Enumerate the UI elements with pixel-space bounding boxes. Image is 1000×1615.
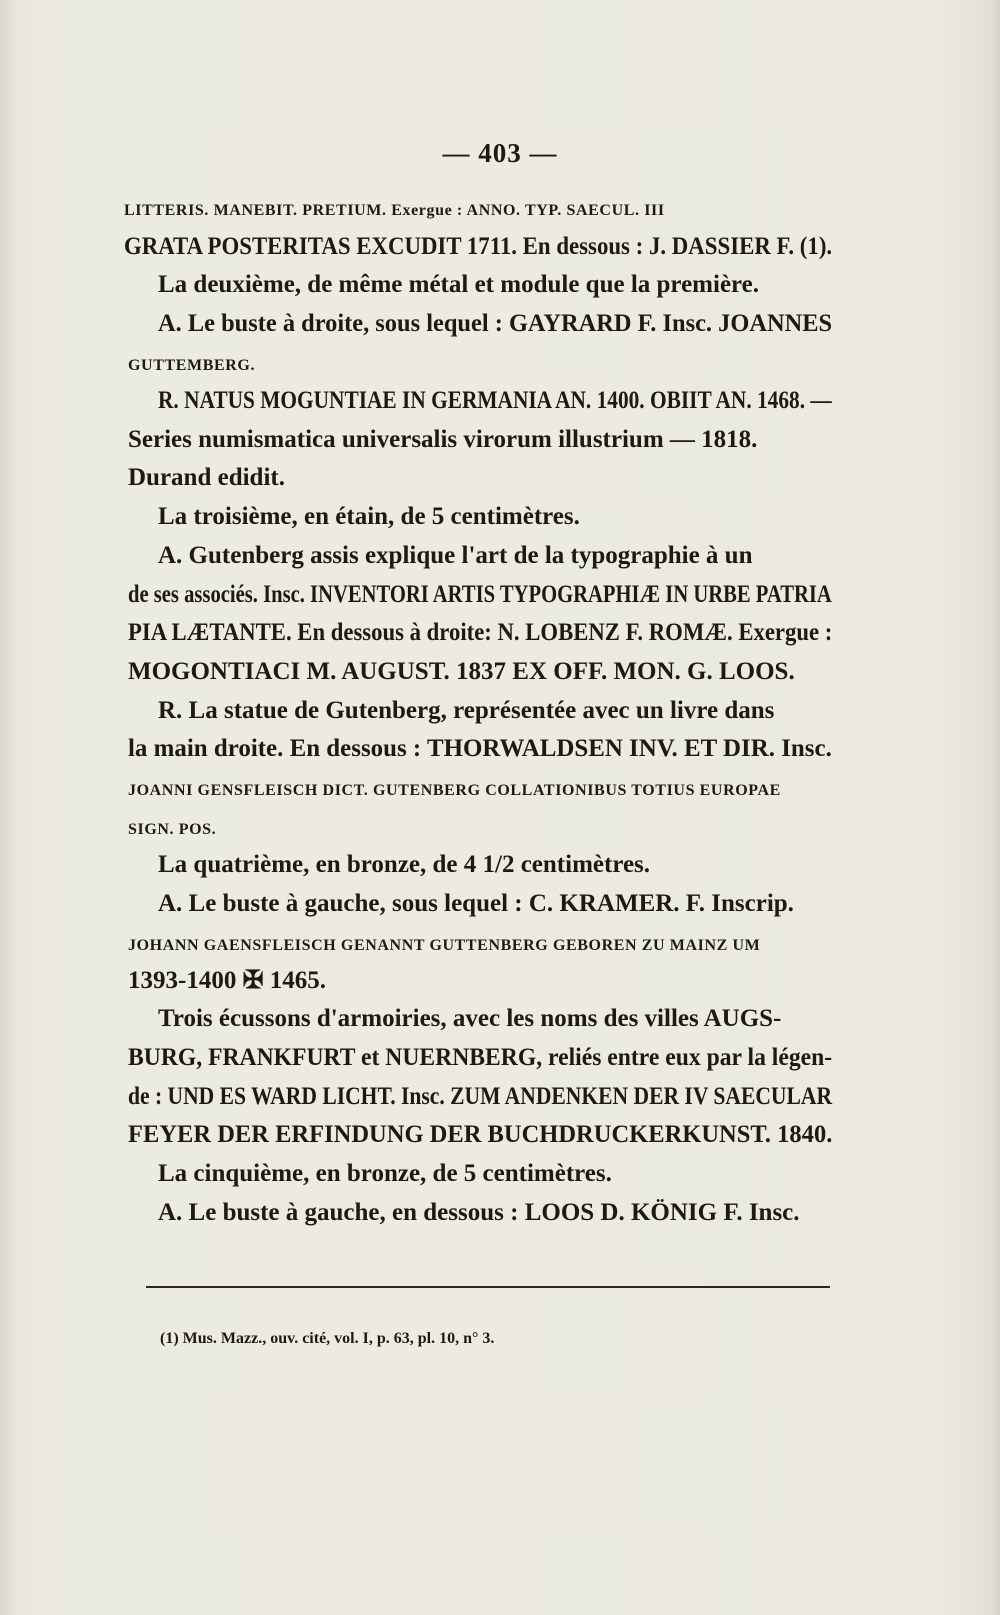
text-line: la main droite. En dessous : THORWALDSEN INV. ET DIR. Insc. — [128, 735, 832, 762]
text-line: A. Le buste à droite, sous lequel : GAYRARD F. Insc. JOANNES — [158, 310, 833, 337]
text-line: LITTERIS. MANEBIT. PRETIUM. Exergue : ANNO. TYP. SAECUL. III — [124, 202, 665, 219]
text-line: MOGONTIACI M. AUGUST. 1837 EX OFF. MON. G. LOOS. — [128, 658, 795, 685]
text-line: La deuxième, de même métal et module que la première. — [158, 271, 760, 298]
text-line: A. Le buste à gauche, en dessous : LOOS D. KÖNIG F. Insc. — [158, 1199, 800, 1226]
text-line: Durand edidit. — [128, 464, 285, 491]
text-line: GUTTEMBERG. — [128, 357, 256, 374]
text-line: 1393-1400 ✠ 1465. — [128, 967, 327, 994]
text-line: PIA LÆTANTE. En dessous à droite: N. LOBENZ F. ROMÆ. Exergue : — [128, 619, 833, 646]
text-line: A. Le buste à gauche, sous lequel : C. KRAMER. F. Inscrip. — [158, 890, 794, 917]
footnote-rule — [146, 1286, 830, 1288]
text-line: JOANNI GENSFLEISCH DICT. GUTENBERG COLLATIONIBUS TOTIUS EUROPAE — [128, 782, 781, 799]
text-line: de ses associés. Insc. INVENTORI ARTIS TYPOGRAPHIÆ IN URBE PATRIA — [128, 581, 832, 608]
text-line: R. NATUS MOGUNTIAE IN GERMANIA AN. 1400. OBIIT AN. 1468. — — [158, 387, 832, 414]
text-line: SIGN. POS. — [128, 821, 217, 838]
text-line: La cinquième, en bronze, de 5 centimètres. — [158, 1160, 612, 1187]
text-line: JOHANN GAENSFLEISCH GENANNT GUTTENBERG GEBOREN ZU MAINZ UM — [128, 937, 761, 954]
text-line: BURG, FRANKFURT et NUERNBERG, reliés entre eux par la légen- — [128, 1044, 833, 1071]
text-line: de : UND ES WARD LICHT. Insc. ZUM ANDENKEN DER IV SAECULAR — [128, 1083, 833, 1110]
text-line: A. Gutenberg assis explique l'art de la typographie à un — [158, 542, 753, 569]
text-line: FEYER DER ERFINDUNG DER BUCHDRUCKERKUNST. 1840. — [128, 1121, 833, 1148]
page-number: — 403 — — [442, 138, 558, 168]
text-line: R. La statue de Gutenberg, représentée avec un livre dans — [158, 697, 775, 724]
text-line: La quatrième, en bronze, de 4 1/2 centimètres. — [158, 851, 651, 878]
footnote: (1) Mus. Mazz., ouv. cité, vol. I, p. 63, pl. 10, n° 3. — [160, 1330, 495, 1347]
text-line: La troisième, en étain, de 5 centimètres. — [158, 503, 580, 530]
text-line: Series numismatica universalis virorum illustrium — 1818. — [128, 426, 758, 453]
text-line: GRATA POSTERITAS EXCUDIT 1711. En dessous : J. DASSIER F. (1). — [124, 233, 833, 260]
text-line: Trois écussons d'armoiries, avec les noms des villes AUGS- — [158, 1005, 782, 1032]
